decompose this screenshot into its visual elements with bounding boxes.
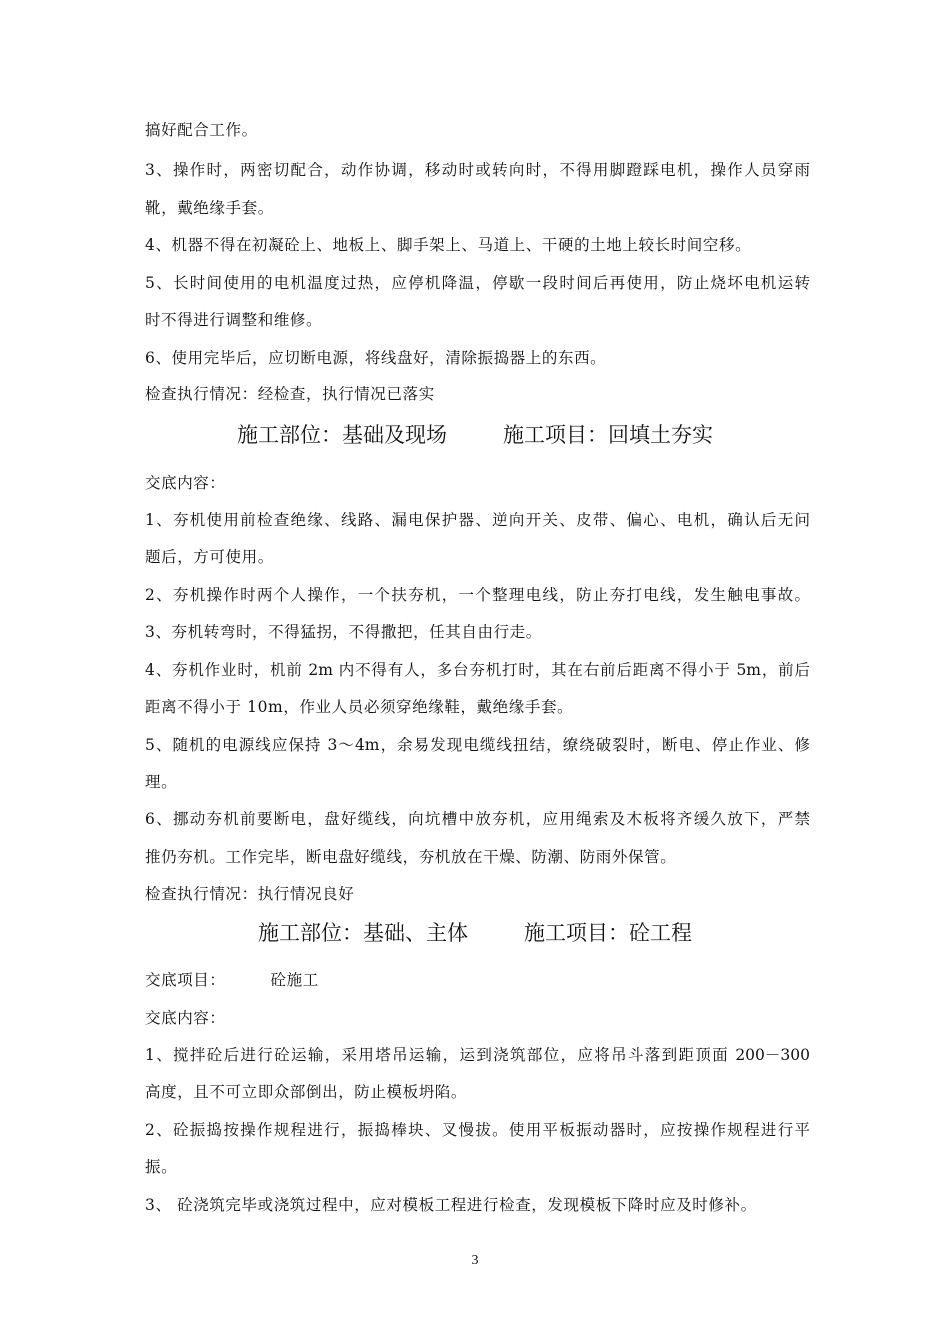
item-value: 砼施工	[270, 971, 319, 989]
item-label: 交底项目：	[145, 971, 226, 989]
construction-project: 施工项目：砼工程	[524, 921, 692, 945]
list-item-4: 4、夯机作业时，机前 2m 内不得有人，多台夯机打时，其在右前后距离不得小于 5m，前后	[145, 661, 810, 679]
construction-project: 施工项目：回填土夯实	[503, 423, 713, 447]
list-item-4: 4、机器不得在初凝砼上、地板上、脚手架上、马道上、干硬的土地上较长时间空移。	[145, 236, 752, 254]
list-item-3-continued: 靴，戴绝缘手套。	[145, 199, 274, 217]
list-item-1: 1、搅拌砼后进行砼运输，采用塔吊运输，运到浇筑部位，应将吊斗落到距顶面 200－300	[145, 1046, 810, 1064]
page-number: 3	[471, 1253, 479, 1268]
list-item-3: 3、 砼浇筑完毕或浇筑过程中，应对模板工程进行检查，发现模板下降时应及时修补。	[145, 1196, 757, 1214]
content-label: 交底内容：	[145, 1009, 226, 1027]
list-item-3: 3、操作时，两密切配合，动作协调，移动时或转向时，不得用脚蹬踩电机，操作人员穿雨	[145, 161, 810, 179]
content-label: 交底内容：	[145, 474, 226, 492]
list-item-6: 6、挪动夯机前要断电，盘好缆线，向坑槽中放夯机，应用绳索及木板将齐缓久放下，严禁	[145, 810, 810, 828]
construction-location: 施工部位：基础、主体	[258, 921, 468, 945]
list-item-2: 2、砼振捣按操作规程进行，振捣棒块、叉慢拔。使用平板振动器时，应按操作规程进行平	[145, 1121, 810, 1139]
section-heading	[0, 920, 950, 946]
list-item-1-continued: 题后，方可使用。	[145, 548, 274, 566]
list-item-4-continued: 距离不得小于 10m，作业人员必须穿绝缘鞋，戴绝缘手套。	[145, 698, 574, 716]
construction-location: 施工部位：基础及现场	[237, 423, 447, 447]
list-item-2: 2、夯机操作时两个人操作，一个扶夯机，一个整理电线，防止夯打电线，发生触电事故。	[145, 586, 810, 604]
list-item-5: 5、长时间使用的电机温度过热，应停机降温，停歇一段时间后再使用，防止烧坏电机运转	[145, 274, 810, 292]
list-item-2-continued: 振。	[145, 1158, 178, 1176]
list-item-6: 6、使用完毕后，应切断电源，将线盘好，清除振捣器上的东西。	[145, 349, 607, 367]
list-item-5-continued: 理。	[145, 773, 178, 791]
list-item-5: 5、随机的电源线应保持 3～4m，余易发现电缆线扭结，缭绕破裂时，断电、停止作业、修	[145, 736, 810, 754]
list-item-5-continued: 时不得进行调整和维修。	[145, 311, 323, 329]
inspection-status: 检查执行情况：经检查，执行情况已落实	[145, 385, 435, 403]
item-label-row	[145, 970, 810, 990]
inspection-status: 检查执行情况：执行情况良好	[145, 885, 355, 903]
list-item-3: 3、夯机转弯时，不得猛拐，不得撒把，任其自由行走。	[145, 623, 542, 641]
list-item-6-continued: 推仍夯机。工作完毕，断电盘好缆线，夯机放在干燥、防潮、防雨外保管。	[145, 848, 677, 866]
list-item-1: 1、夯机使用前检查绝缘、线路、漏电保护器、逆向开关、皮带、偏心、电机，确认后无问	[145, 511, 810, 529]
list-item-1-continued: 高度，且不可立即众部倒出，防止模板坍陷。	[145, 1083, 468, 1101]
paragraph-line: 搞好配合工作。	[145, 121, 258, 139]
section-heading	[0, 422, 950, 448]
